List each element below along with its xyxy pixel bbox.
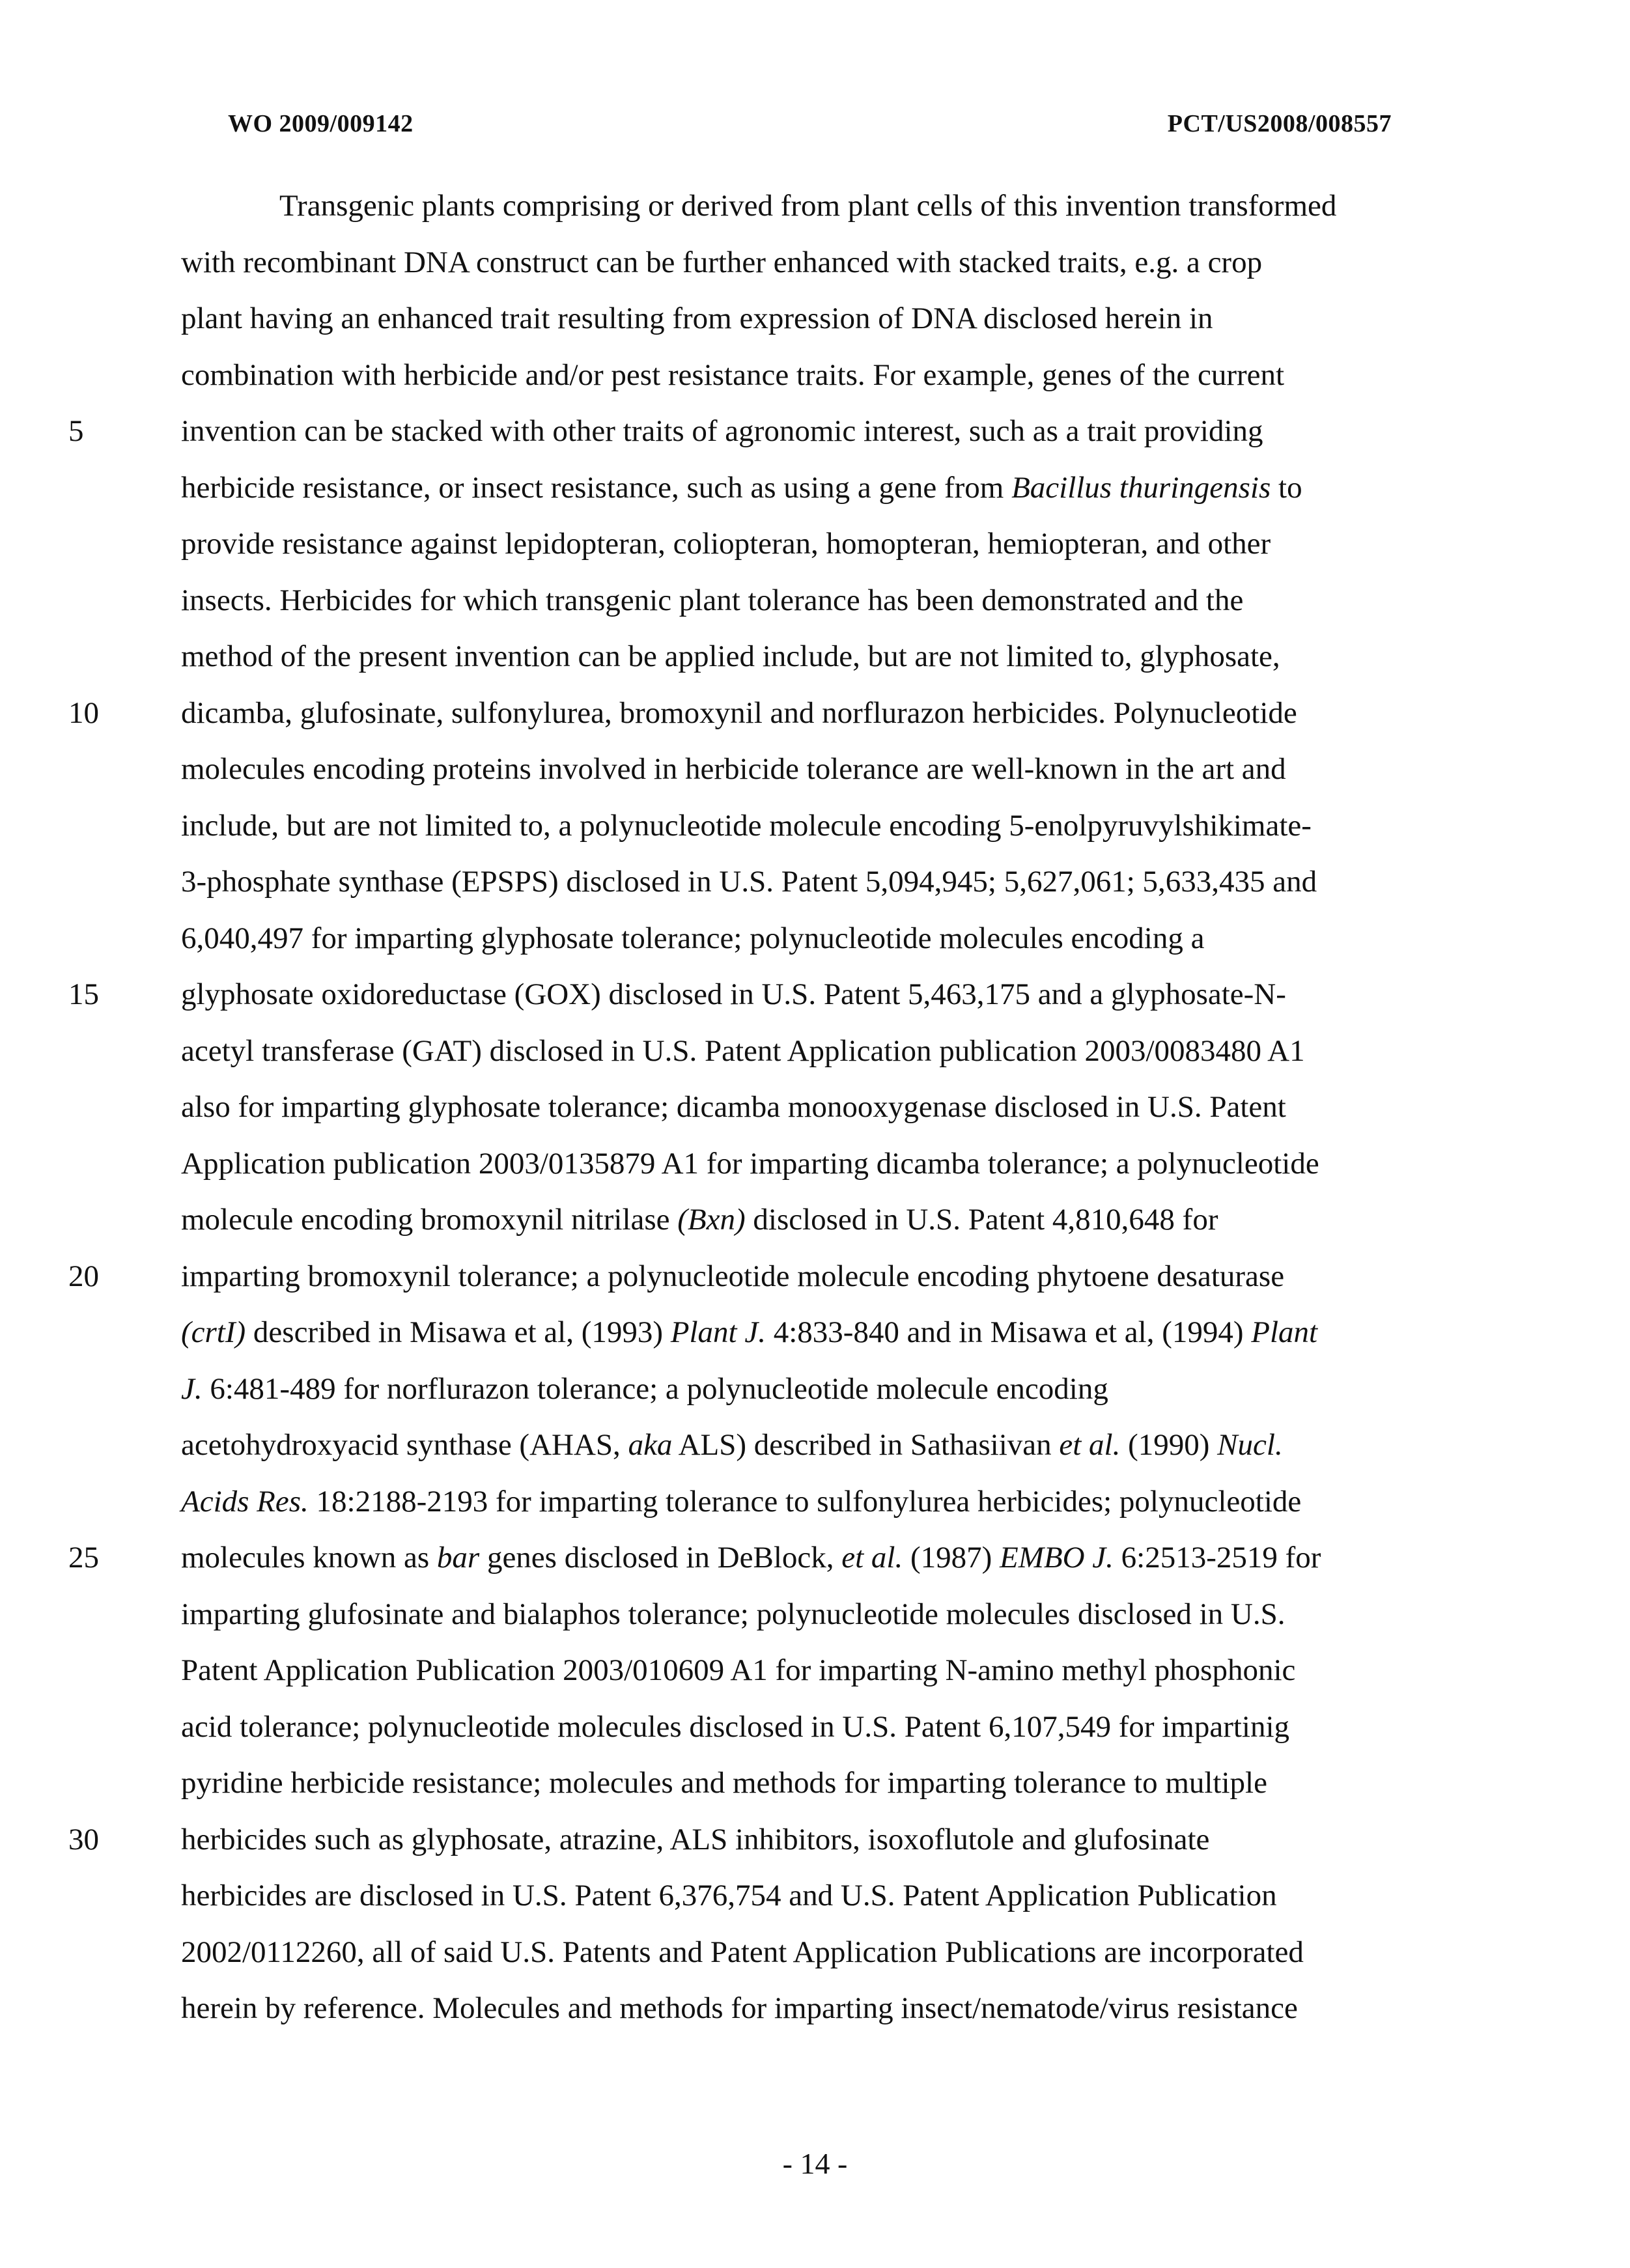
text-line: herein by reference. Molecules and methods for imparting insect/nematode/virus resistance bbox=[181, 1991, 1298, 2025]
line-number: 15 bbox=[68, 977, 99, 1011]
text-line: method of the present invention can be applied include, but are not limited to, glyphosate, bbox=[181, 639, 1280, 673]
text-line: imparting glufosinate and bialaphos tolerance; polynucleotide molecules disclosed in U.S. bbox=[181, 1597, 1286, 1631]
text-line: molecules known as bar genes disclosed in DeBlock, et al. (1987) EMBO J. 6:2513-2519 for bbox=[181, 1541, 1321, 1575]
text-line: also for imparting glyphosate tolerance; dicamba monooxygenase disclosed in U.S. Patent bbox=[181, 1090, 1286, 1124]
text-line: provide resistance against lepidopteran, coliopteran, homopteran, hemiopteran, and other bbox=[181, 527, 1271, 561]
text-line: herbicide resistance, or insect resistance, such as using a gene from Bacillus thuringensis to bbox=[181, 470, 1302, 505]
application-number: PCT/US2008/008557 bbox=[1167, 110, 1392, 137]
line-number: 30 bbox=[68, 1822, 99, 1856]
text-line: imparting bromoxynil tolerance; a polynucleotide molecule encoding phytoene desaturase bbox=[181, 1259, 1285, 1293]
text-line: 3-phosphate synthase (EPSPS) disclosed in U.S. Patent 5,094,945; 5,627,061; 5,633,435 and bbox=[181, 865, 1317, 899]
text-line: molecules encoding proteins involved in herbicide tolerance are well-known in the art and bbox=[181, 752, 1286, 786]
text-line: Patent Application Publication 2003/010609 A1 for imparting N-amino methyl phosphonic bbox=[181, 1653, 1296, 1687]
page-number: - 14 - bbox=[782, 2147, 848, 2180]
text-line: combination with herbicide and/or pest resistance traits. For example, genes of the current bbox=[181, 357, 1285, 392]
line-number: 5 bbox=[68, 414, 84, 448]
text-line: Transgenic plants comprising or derived from plant cells of this invention transformed bbox=[279, 189, 1337, 223]
line-number: 25 bbox=[68, 1541, 99, 1575]
text-line: Application publication 2003/0135879 A1 for imparting dicamba tolerance; a polynucleotide bbox=[181, 1146, 1319, 1181]
text-line: with recombinant DNA construct can be further enhanced with stacked traits, e.g. a crop bbox=[181, 245, 1263, 279]
text-line: herbicides are disclosed in U.S. Patent 6,376,754 and U.S. Patent Application Publication bbox=[181, 1879, 1277, 1912]
text-line: insects. Herbicides for which transgenic plant tolerance has been demonstrated and the bbox=[181, 583, 1244, 617]
text-line: (crtI) described in Misawa et al, (1993) Plant J. 4:833-840 and in Misawa et al, (1994) Plant bbox=[181, 1315, 1318, 1349]
text-line: 2002/0112260, all of said U.S. Patents and Patent Application Publications are incorporated bbox=[181, 1935, 1304, 1969]
text-line: J. 6:481-489 for norflurazon tolerance; a polynucleotide molecule encoding bbox=[181, 1371, 1108, 1406]
text-line: 6,040,497 for imparting glyphosate tolerance; polynucleotide molecules encoding a bbox=[181, 921, 1205, 955]
text-line: acid tolerance; polynucleotide molecules disclosed in U.S. Patent 6,107,549 for impartinig bbox=[181, 1709, 1290, 1744]
text-line: acetohydroxyacid synthase (AHAS, aka ALS) described in Sathasiivan et al. (1990) Nucl. bbox=[181, 1428, 1283, 1462]
line-number: 10 bbox=[68, 695, 99, 730]
text-line: dicamba, glufosinate, sulfonylurea, bromoxynil and norflurazon herbicides. Polynucleotide bbox=[181, 695, 1297, 730]
text-line: invention can be stacked with other traits of agronomic interest, such as a trait providing bbox=[181, 414, 1263, 448]
text-line: molecule encoding bromoxynil nitrilase (Bxn) disclosed in U.S. Patent 4,810,648 for bbox=[181, 1203, 1218, 1237]
text-line: glyphosate oxidoreductase (GOX) disclosed in U.S. Patent 5,463,175 and a glyphosate-N- bbox=[181, 977, 1286, 1011]
text-line: plant having an enhanced trait resulting from expression of DNA disclosed herein in bbox=[181, 301, 1213, 335]
text-line: include, but are not limited to, a polynucleotide molecule encoding 5-enolpyruvylshikimate- bbox=[181, 808, 1312, 843]
text-line: pyridine herbicide resistance; molecules and methods for imparting tolerance to multiple bbox=[181, 1766, 1267, 1800]
text-line: herbicides such as glyphosate, atrazine, ALS inhibitors, isoxoflutole and glufosinate bbox=[181, 1822, 1210, 1856]
text-line: Acids Res. 18:2188-2193 for imparting tolerance to sulfonylurea herbicides; polynucleotide bbox=[181, 1484, 1302, 1519]
line-number: 20 bbox=[68, 1259, 99, 1293]
text-line: acetyl transferase (GAT) disclosed in U.S. Patent Application publication 2003/0083480 A1 bbox=[181, 1033, 1305, 1068]
publication-number: WO 2009/009142 bbox=[228, 110, 414, 137]
